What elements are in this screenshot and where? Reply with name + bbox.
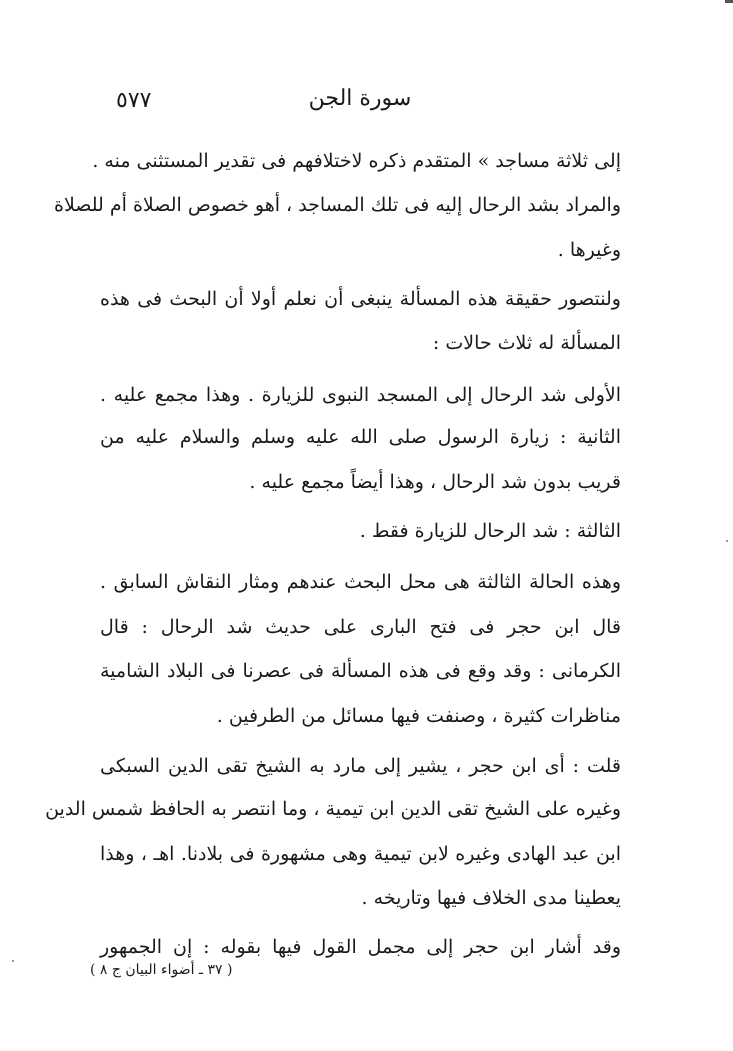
text-line: وهذه الحالة الثالثة هى محل البحث عندهم ومثار النقاش السابق . xyxy=(100,571,621,593)
footer-signature: ( ٣٧ ـ أضواء البيان ج ٨ ) xyxy=(90,962,233,978)
text-line: والمراد بشد الرحال إليه فى تلك المساجد ، أهو خصوص الصلاة أم للصلاة xyxy=(53,194,621,216)
text-line: إلى ثلاثة مساجد » المتقدم ذكره لاختلافهم فى تقدير المستثنى منه . xyxy=(92,150,621,172)
text-line: الثانية : زيارة الرسول صلى الله عليه وسلم والسلام عليه من xyxy=(100,426,621,448)
scan-speck xyxy=(726,540,728,542)
text-line: مناظرات كثيرة ، وصنفت فيها مسائل من الطرفين . xyxy=(216,705,621,727)
page-header-title: سورة الجن xyxy=(308,86,412,111)
text-line: ولنتصور حقيقة هذه المسألة ينبغى أن نعلم أولا أن البحث فى هذه xyxy=(100,288,621,310)
page-number: ٥٧٧ xyxy=(116,88,152,113)
scan-edge-mark xyxy=(725,0,733,3)
scan-speck xyxy=(12,960,14,962)
text-line: المسألة له ثلاث حالات : xyxy=(432,332,621,354)
text-line: قال ابن حجر فى فتح البارى على حديث شد الرحال : قال xyxy=(100,616,621,638)
text-line: الكرمانى : وقد وقع فى هذه المسألة فى عصرنا فى البلاد الشامية xyxy=(100,660,621,682)
text-line: وقد أشار ابن حجر إلى مجمل القول فيها بقوله : إن الجمهور xyxy=(100,936,621,958)
text-line: قلت : أى ابن حجر ، يشير إلى مارد به الشيخ تقى الدين السبكى xyxy=(100,755,621,777)
text-line: الأولى شد الرحال إلى المسجد النبوى للزيارة . وهذا مجمع عليه . xyxy=(100,384,621,406)
text-line: وغيره على الشيخ تقى الدين ابن تيمية ، وما انتصر به الحافظ شمس الدين xyxy=(45,798,621,820)
text-line: ابن عبد الهادى وغيره لابن تيمية وهى مشهورة فى بلادنا. اهـ ، وهذا xyxy=(100,843,621,865)
text-line: الثالثة : شد الرحال للزيارة فقط . xyxy=(359,520,621,542)
text-line: يعطينا مدى الخلاف فيها وتاريخه . xyxy=(361,887,621,909)
text-line: وغيرها . xyxy=(557,239,621,261)
text-line: قريب بدون شد الرحال ، وهذا أيضاً مجمع عليه . xyxy=(249,471,621,493)
